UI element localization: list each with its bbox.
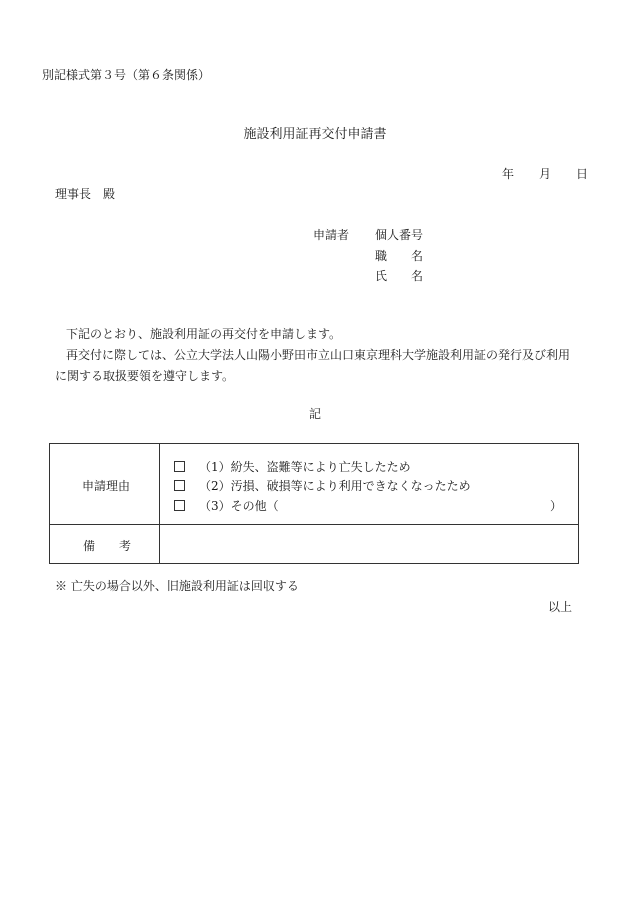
reason-option-lost[interactable] (174, 461, 411, 473)
body-paragraph-1: 下記のとおり、施設利用証の再交付を申請します。 (66, 327, 342, 341)
reason-option-damaged[interactable] (174, 480, 471, 492)
reason-option-other[interactable] (174, 500, 279, 512)
name-label: 氏 名 (375, 269, 424, 283)
note-text: ※ 亡失の場合以外、旧施設利用証は回収する (55, 579, 299, 593)
remarks-label: 備 考 (83, 539, 132, 553)
personal-number-label: 個人番号 (375, 228, 424, 242)
form-number: 別記様式第３号（第６条関係） (42, 68, 211, 82)
reason-option-other-label: （3）その他（ (199, 499, 279, 513)
reason-option-damaged-label: （2）汚損、破損等により利用できなくなったため (199, 479, 471, 493)
reason-option-lost-label: （1）紛失、盗難等により亡失したため (199, 460, 411, 474)
application-table (49, 443, 579, 564)
document-title: 施設利用証再交付申請書 (243, 127, 387, 142)
table-column-divider (159, 444, 160, 563)
body-paragraph-2-line-1: 再交付に際しては、公立大学法人山陽小野田市立山口東京理科大学施設利用証の発行及び利用 (66, 348, 571, 362)
applicant-label: 申請者 (313, 228, 350, 242)
reason-option-other-close-paren: ） (550, 499, 563, 513)
date-month-label: 月 (539, 167, 552, 181)
date-day-label: 日 (576, 167, 589, 181)
addressee: 理事長 殿 (55, 187, 116, 201)
closing-ijo: 以上 (548, 600, 573, 614)
checkbox-icon[interactable] (174, 480, 185, 491)
body-paragraph-2-line-2: に関する取扱要領を遵守します。 (55, 369, 235, 383)
table-row-divider (50, 524, 578, 525)
checkbox-icon[interactable] (174, 461, 185, 472)
date-year-label: 年 (502, 167, 515, 181)
checkbox-icon[interactable] (174, 500, 185, 511)
ki-heading: 記 (308, 407, 321, 421)
reason-label: 申請理由 (82, 479, 131, 493)
position-label: 職 名 (375, 249, 424, 263)
